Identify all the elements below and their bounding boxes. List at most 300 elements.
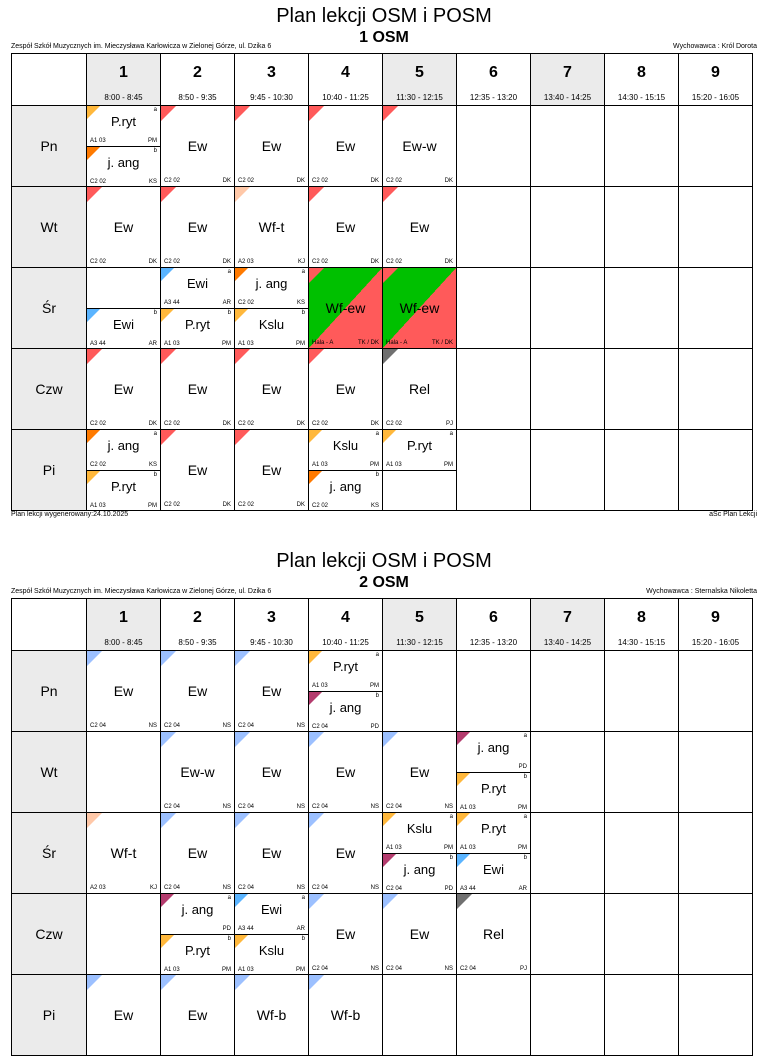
period-time: 15:20 - 16:05 <box>691 93 740 102</box>
teacher-label: AR <box>222 300 231 306</box>
subject-name: j. ang <box>107 438 140 453</box>
period-header <box>87 54 161 106</box>
day-label: Czw <box>12 894 87 975</box>
color-marker <box>309 106 324 121</box>
group-label: b <box>375 472 379 478</box>
empty-cell <box>531 651 605 732</box>
period-time: 12:35 - 13:20 <box>469 93 518 102</box>
lesson-block <box>161 651 234 731</box>
subject-name: Wf-ew <box>399 300 440 316</box>
lesson-cell[interactable] <box>161 349 235 430</box>
lesson-block <box>309 813 382 893</box>
lesson-cell[interactable] <box>457 894 531 975</box>
lesson-cell[interactable] <box>235 651 309 732</box>
day-label: Wt <box>12 187 87 268</box>
lesson-cell[interactable] <box>309 732 383 813</box>
subject-name: Ew <box>335 845 356 861</box>
teacher-label: PM <box>148 138 157 144</box>
empty-cell <box>679 975 753 1056</box>
color-marker <box>87 813 102 828</box>
color-marker <box>383 349 398 364</box>
subject-name: Ew <box>335 138 356 154</box>
lesson-block <box>309 268 382 348</box>
teacher-label: DK <box>296 502 305 508</box>
period-header <box>457 599 531 651</box>
lesson-group-a <box>87 106 160 146</box>
period-header <box>679 599 753 651</box>
teacher-label: AR <box>148 341 157 347</box>
lesson-block <box>87 813 160 893</box>
room-label: A1 03 <box>460 805 476 811</box>
subject-name: Kslu <box>332 438 359 453</box>
teacher-label: DK <box>370 178 379 184</box>
color-marker <box>309 813 324 828</box>
subject-name: P.ryt <box>184 943 211 958</box>
group-label: a <box>153 107 157 113</box>
group-label: b <box>227 310 231 316</box>
day-label: Śr <box>12 268 87 349</box>
color-marker <box>309 187 324 202</box>
subject-name: P.ryt <box>332 659 359 674</box>
color-marker <box>87 187 102 202</box>
room-label: C2 02 <box>238 502 255 508</box>
teacher-label: AR <box>518 886 527 892</box>
lesson-block <box>161 349 234 429</box>
room-label: A3 44 <box>164 300 180 306</box>
lesson-group-b <box>87 470 160 511</box>
room-label: A3 44 <box>90 341 106 347</box>
color-marker <box>383 187 398 202</box>
empty-cell <box>383 651 457 732</box>
lesson-cell[interactable] <box>235 187 309 268</box>
subject-name: Ew <box>113 219 134 235</box>
lesson-cell[interactable] <box>87 975 161 1056</box>
subject-name: Ew <box>409 926 430 942</box>
lesson-cell[interactable] <box>87 430 161 511</box>
empty-cell <box>605 349 679 430</box>
lesson-cell[interactable] <box>383 106 457 187</box>
period-time: 8:00 - 8:45 <box>104 638 143 647</box>
room-label: C2 04 <box>238 885 255 891</box>
room-label: C2 04 <box>460 966 477 972</box>
empty-cell <box>383 975 457 1056</box>
lesson-block <box>161 187 234 267</box>
period-number: 2 <box>193 64 202 81</box>
lesson-group-b <box>457 853 530 894</box>
lesson-cell[interactable] <box>309 651 383 732</box>
subject-name: Ew <box>187 462 208 478</box>
empty-cell <box>87 732 161 813</box>
period-number: 8 <box>637 609 646 626</box>
period-time: 14:30 - 15:15 <box>617 638 666 647</box>
subject-name: Rel <box>408 381 430 397</box>
period-header <box>161 599 235 651</box>
day-label: Pi <box>12 975 87 1056</box>
subject-name: Wf-ew <box>325 300 366 316</box>
room-label: C2 02 <box>90 259 107 265</box>
period-time: 9:45 - 10:30 <box>250 638 293 647</box>
lesson-cell[interactable] <box>235 430 309 511</box>
teacher-label: DK <box>370 421 379 427</box>
empty-cell <box>605 813 679 894</box>
subject-name: P.ryt <box>110 114 137 129</box>
room-label: C2 04 <box>386 886 403 892</box>
empty-cell <box>605 651 679 732</box>
lesson-group-a <box>309 430 382 470</box>
lesson-cell[interactable] <box>161 106 235 187</box>
room-label: C2 02 <box>164 259 181 265</box>
lesson-cell[interactable] <box>383 349 457 430</box>
subject-name: Ew <box>187 683 208 699</box>
lesson-group-a <box>235 268 308 308</box>
period-number: 3 <box>267 64 276 81</box>
period-time: 11:30 - 12:15 <box>396 638 443 647</box>
teacher-label: DK <box>296 178 305 184</box>
group-label: b <box>523 774 527 780</box>
teacher-label: PM <box>518 845 527 851</box>
lesson-block <box>309 975 382 1055</box>
lesson-cell[interactable] <box>235 349 309 430</box>
empty-cell <box>457 268 531 349</box>
group-label: b <box>301 936 305 942</box>
lesson-block <box>87 651 160 731</box>
room-label: C2 02 <box>238 421 255 427</box>
teacher-label: NS <box>222 885 231 891</box>
lesson-group-a <box>87 268 160 308</box>
room-label: C2 04 <box>312 724 329 730</box>
empty-cell <box>87 894 161 975</box>
period-header <box>309 54 383 106</box>
lesson-group-b <box>235 934 308 975</box>
lesson-cell[interactable] <box>87 813 161 894</box>
subject-name: j. ang <box>329 479 362 494</box>
empty-cell <box>605 268 679 349</box>
teacher-label: PM <box>296 341 305 347</box>
room-label: C2 02 <box>386 178 403 184</box>
group-label: a <box>227 895 231 901</box>
room-label: A3 44 <box>460 886 476 892</box>
lesson-group-b <box>87 308 160 349</box>
group-label: b <box>153 148 157 154</box>
room-label: A1 03 <box>164 967 180 973</box>
room-label: C2 02 <box>238 300 255 306</box>
room-label: A2 03 <box>238 259 254 265</box>
teacher-label: DK <box>444 259 453 265</box>
teacher-label: NS <box>296 804 305 810</box>
lesson-cell[interactable] <box>383 894 457 975</box>
lesson-cell[interactable] <box>161 732 235 813</box>
lesson-block <box>161 813 234 893</box>
color-marker <box>235 732 250 747</box>
period-time: 12:35 - 13:20 <box>469 638 518 647</box>
lesson-cell[interactable] <box>309 268 383 349</box>
subject-name: Ew <box>113 683 134 699</box>
lesson-cell[interactable] <box>87 651 161 732</box>
subject-name: Kslu <box>406 821 433 836</box>
lesson-cell[interactable] <box>87 106 161 187</box>
lesson-block <box>235 813 308 893</box>
subject-name: Ew <box>335 926 356 942</box>
empty-cell <box>457 349 531 430</box>
group-label: a <box>301 269 305 275</box>
period-number: 3 <box>267 609 276 626</box>
teacher-label: KJ <box>297 259 305 265</box>
room-label: A1 03 <box>238 341 254 347</box>
lesson-block <box>235 651 308 731</box>
room-label: C2 04 <box>386 804 403 810</box>
subject-name: Ew <box>261 381 282 397</box>
lesson-cell[interactable] <box>309 975 383 1056</box>
subject-name: Wf-t <box>258 219 285 235</box>
teacher-label: NS <box>222 723 231 729</box>
group-label: a <box>227 269 231 275</box>
period-number: 4 <box>341 64 350 81</box>
color-marker <box>457 894 472 909</box>
period-header <box>309 599 383 651</box>
period-number: 9 <box>711 64 720 81</box>
lesson-cell[interactable] <box>457 732 531 813</box>
subject-name: Ew <box>335 381 356 397</box>
color-marker <box>161 732 176 747</box>
teacher-label: DK <box>370 259 379 265</box>
lesson-cell[interactable] <box>309 187 383 268</box>
lesson-cell[interactable] <box>161 268 235 349</box>
room-label: Hala - A <box>312 340 334 346</box>
color-marker <box>161 187 176 202</box>
color-marker <box>383 268 398 283</box>
subject-name: Ewi <box>483 862 504 877</box>
empty-cell <box>531 430 605 511</box>
teacher-label: DK <box>444 178 453 184</box>
lesson-block <box>87 187 160 267</box>
period-number: 1 <box>119 609 128 626</box>
room-label: C2 04 <box>90 723 107 729</box>
room-label: C2 02 <box>238 178 255 184</box>
teacher-label: NS <box>222 804 231 810</box>
room-label: A1 03 <box>90 503 106 509</box>
color-marker <box>87 975 102 990</box>
lesson-block <box>235 975 308 1055</box>
subject-name: Ew <box>409 764 430 780</box>
lesson-block <box>383 187 456 267</box>
teacher-label: DK <box>222 178 231 184</box>
lesson-cell[interactable] <box>309 349 383 430</box>
group-label: b <box>375 693 379 699</box>
room-label: C2 04 <box>386 966 403 972</box>
color-marker <box>161 349 176 364</box>
lesson-cell[interactable] <box>161 894 235 975</box>
lesson-cell[interactable] <box>161 975 235 1056</box>
subject-name: Ew <box>335 219 356 235</box>
color-marker <box>235 651 250 666</box>
room-label: A1 03 <box>386 845 402 851</box>
color-marker <box>309 349 324 364</box>
lesson-cell[interactable] <box>235 813 309 894</box>
subject-name: j. ang <box>255 276 288 291</box>
room-label: C2 04 <box>312 885 329 891</box>
school-name: Zespół Szkół Muzycznych im. Mieczysława Karłowicza w Zielonej Górze, ul. Dzika 6 <box>11 588 272 595</box>
teacher-label: KS <box>370 503 379 509</box>
group-label: a <box>523 733 527 739</box>
timetable-grid <box>11 53 753 511</box>
empty-cell <box>457 106 531 187</box>
color-marker <box>309 975 324 990</box>
empty-cell <box>457 975 531 1056</box>
lesson-block <box>161 732 234 812</box>
group-label: b <box>153 310 157 316</box>
group-label: a <box>301 895 305 901</box>
subject-name: Ew <box>113 1007 134 1023</box>
group-label: a <box>449 431 453 437</box>
room-label: A1 03 <box>164 341 180 347</box>
lesson-cell[interactable] <box>87 268 161 349</box>
group-label: a <box>523 814 527 820</box>
lesson-cell[interactable] <box>87 187 161 268</box>
room-label: C2 04 <box>164 723 181 729</box>
lesson-group-b <box>161 934 234 975</box>
lesson-group-a <box>383 813 456 853</box>
lesson-group-b <box>161 308 234 349</box>
color-marker <box>87 651 102 666</box>
room-label: C2 02 <box>312 421 329 427</box>
lesson-cell[interactable] <box>161 187 235 268</box>
teacher-label: PD <box>444 886 453 892</box>
period-time: 8:00 - 8:45 <box>104 93 143 102</box>
lesson-block <box>235 349 308 429</box>
color-marker <box>383 732 398 747</box>
school-name: Zespół Szkół Muzycznych im. Mieczysława Karłowicza w Zielonej Górze, ul. Dzika 6 <box>11 43 272 50</box>
lesson-cell[interactable] <box>309 106 383 187</box>
lesson-cell[interactable] <box>161 813 235 894</box>
teacher-label: NS <box>370 966 379 972</box>
lesson-cell[interactable] <box>457 813 531 894</box>
teacher-label: KJ <box>149 885 157 891</box>
subject-name: Ew <box>187 845 208 861</box>
color-marker <box>235 430 250 445</box>
subject-name: Ew <box>335 764 356 780</box>
lesson-group-b <box>383 853 456 894</box>
lesson-group-b <box>309 470 382 511</box>
lesson-block <box>161 430 234 510</box>
room-label: C2 02 <box>164 178 181 184</box>
timetable-grid <box>11 598 753 1056</box>
subject-name: Ew <box>187 219 208 235</box>
color-marker <box>309 268 324 283</box>
period-header <box>235 54 309 106</box>
teacher-label: KS <box>148 462 157 468</box>
lesson-group-b <box>457 772 530 813</box>
subject-name: P.ryt <box>480 821 507 836</box>
group-label: a <box>153 431 157 437</box>
room-label: A2 03 <box>90 885 106 891</box>
lesson-cell[interactable] <box>383 187 457 268</box>
subject-name: Ew <box>187 381 208 397</box>
period-time: 8:50 - 9:35 <box>178 93 217 102</box>
lesson-group-a <box>383 430 456 470</box>
empty-cell <box>605 732 679 813</box>
empty-cell <box>531 894 605 975</box>
room-label: Hala - A <box>386 340 408 346</box>
room-label: C2 02 <box>90 462 107 468</box>
lesson-cell[interactable] <box>235 975 309 1056</box>
lesson-group-b <box>383 470 456 511</box>
period-time: 10:40 - 11:25 <box>322 93 369 102</box>
lesson-cell[interactable] <box>161 651 235 732</box>
subject-name: P.ryt <box>110 479 137 494</box>
room-label: C2 04 <box>312 966 329 972</box>
teacher-label: DK <box>296 421 305 427</box>
lesson-cell[interactable] <box>309 813 383 894</box>
room-label: A1 03 <box>312 462 328 468</box>
lesson-block <box>309 732 382 812</box>
room-label: C2 04 <box>238 723 255 729</box>
lesson-block <box>309 349 382 429</box>
group-label: b <box>523 855 527 861</box>
empty-cell <box>679 349 753 430</box>
color-marker <box>235 975 250 990</box>
subject-name: j. ang <box>107 155 140 170</box>
room-label: C2 04 <box>164 804 181 810</box>
lesson-cell[interactable] <box>383 268 457 349</box>
lesson-cell[interactable] <box>235 106 309 187</box>
teacher-label: DK <box>148 421 157 427</box>
subject-name: Ew <box>187 138 208 154</box>
color-marker <box>161 106 176 121</box>
teacher-label: PD <box>370 724 379 730</box>
lesson-cell[interactable] <box>235 268 309 349</box>
period-time: 15:20 - 16:05 <box>691 638 740 647</box>
lesson-cell[interactable] <box>383 813 457 894</box>
lesson-group-a <box>161 894 234 934</box>
subject-name: Ew <box>409 219 430 235</box>
subject-name: Ew <box>261 683 282 699</box>
subject-name: j. ang <box>477 740 510 755</box>
empty-cell <box>531 268 605 349</box>
empty-cell <box>679 268 753 349</box>
teacher-label: NS <box>444 966 453 972</box>
room-label: C2 02 <box>386 259 403 265</box>
teacher-label: PM <box>518 805 527 811</box>
teacher-label: PM <box>148 503 157 509</box>
room-label: C2 02 <box>312 259 329 265</box>
lesson-cell[interactable] <box>87 349 161 430</box>
lesson-group-b <box>235 308 308 349</box>
period-header <box>161 54 235 106</box>
color-marker <box>309 732 324 747</box>
lesson-cell[interactable] <box>383 430 457 511</box>
lesson-cell[interactable] <box>309 894 383 975</box>
period-time: 13:40 - 14:25 <box>543 638 592 647</box>
lesson-cell[interactable] <box>383 732 457 813</box>
subject-name: Wf-b <box>256 1007 287 1023</box>
period-time: 8:50 - 9:35 <box>178 638 217 647</box>
day-label: Wt <box>12 732 87 813</box>
lesson-cell[interactable] <box>235 894 309 975</box>
lesson-cell[interactable] <box>309 430 383 511</box>
group-label: a <box>375 431 379 437</box>
room-label: C2 02 <box>90 421 107 427</box>
lesson-cell[interactable] <box>161 430 235 511</box>
subject-name: Ew <box>261 138 282 154</box>
teacher-label: AR <box>296 926 305 932</box>
lesson-cell[interactable] <box>235 732 309 813</box>
lesson-block <box>87 975 160 1055</box>
empty-cell <box>457 651 531 732</box>
empty-cell <box>531 106 605 187</box>
period-number: 6 <box>489 609 498 626</box>
period-header <box>457 54 531 106</box>
period-number: 1 <box>119 64 128 81</box>
